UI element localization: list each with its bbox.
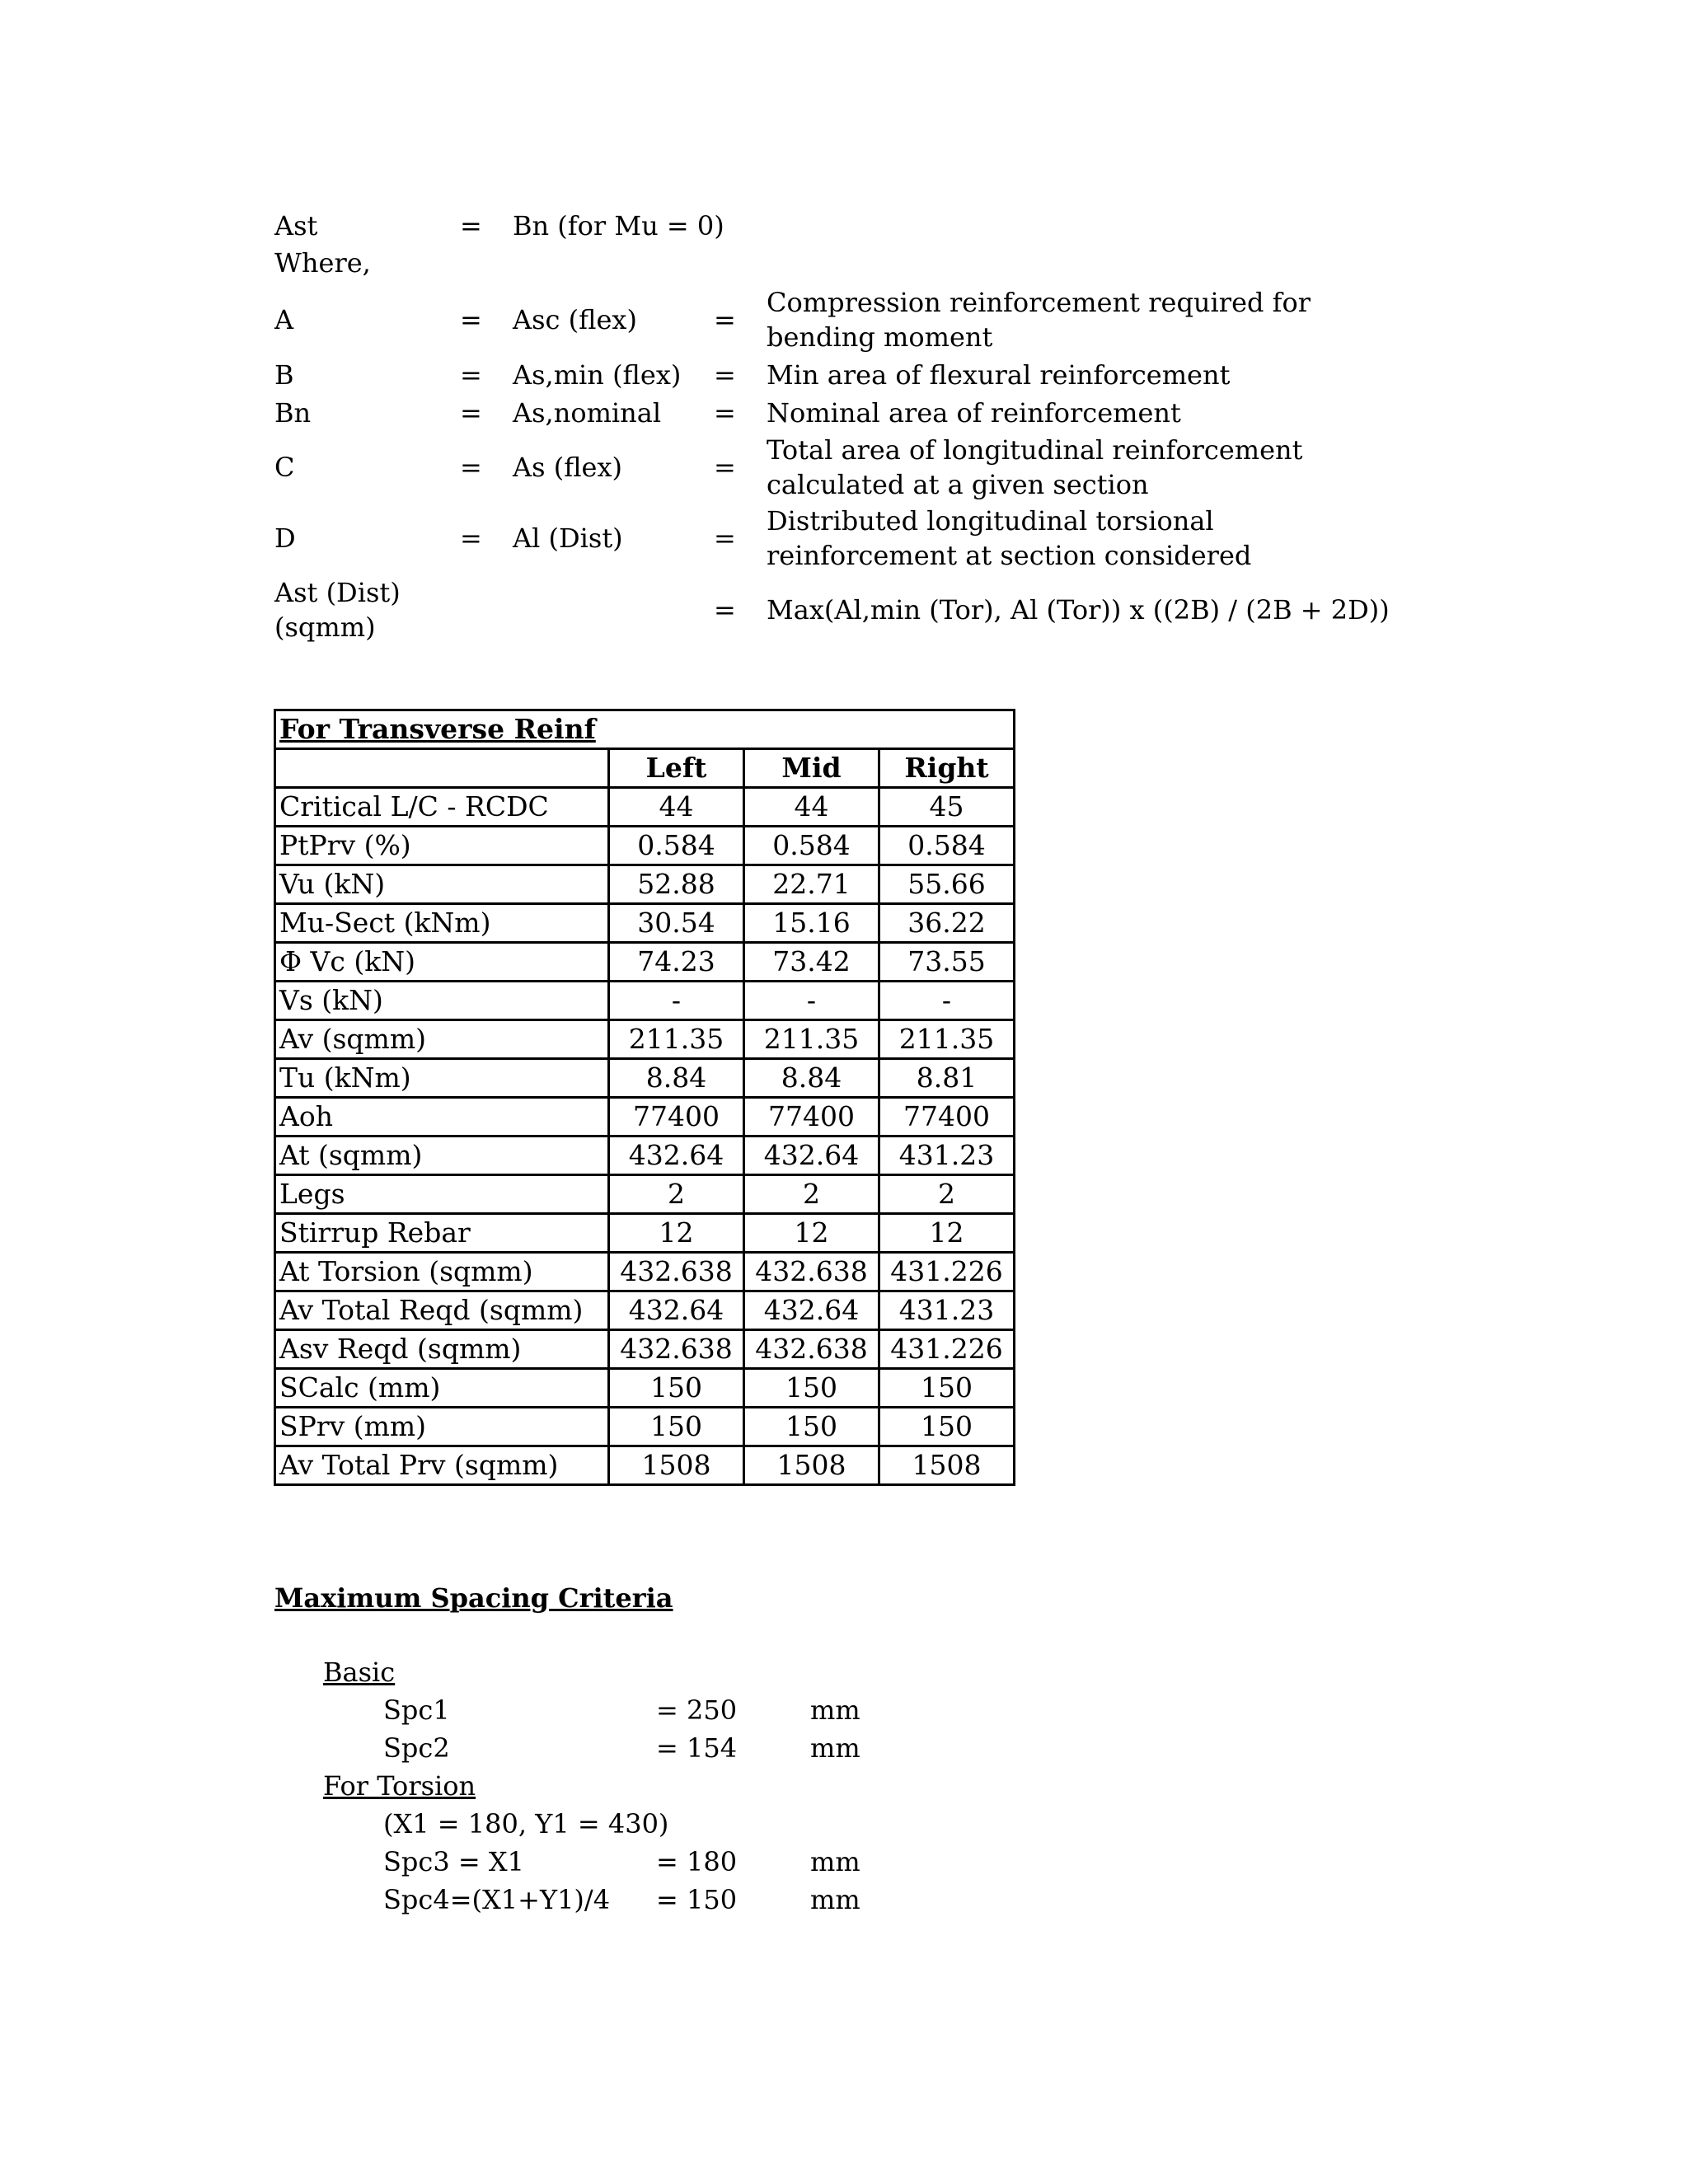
row-label: Av Total Reqd (sqmm) bbox=[275, 1291, 609, 1330]
mid-value: 77400 bbox=[744, 1098, 879, 1137]
spacing-item-value: = 180 bbox=[656, 1846, 738, 1877]
ast-dist-symbol: Ast (Dist) bbox=[274, 577, 401, 608]
mid-value: 2 bbox=[744, 1175, 879, 1214]
right-value: 431.226 bbox=[879, 1330, 1015, 1369]
right-value: 431.23 bbox=[879, 1137, 1015, 1175]
right-value: 12 bbox=[879, 1214, 1015, 1253]
left-value: 432.638 bbox=[609, 1330, 744, 1369]
left-value: - bbox=[609, 982, 744, 1020]
ast-dist-unit: (sqmm) bbox=[274, 612, 376, 643]
left-value: 150 bbox=[609, 1408, 744, 1446]
ast-symbol: Ast bbox=[274, 210, 318, 241]
spacing-item-unit: mm bbox=[810, 1732, 860, 1764]
ast-expression: Bn (for Mu = 0) bbox=[513, 210, 724, 241]
transverse-reinf-table bbox=[274, 709, 1015, 1486]
def-symbol-a: A bbox=[274, 304, 294, 335]
table-row bbox=[275, 1098, 1015, 1137]
spacing-torsion-heading: For Torsion bbox=[323, 1770, 476, 1802]
table-row bbox=[275, 1369, 1015, 1408]
def-equals: = bbox=[460, 452, 482, 483]
mid-value: 15.16 bbox=[744, 904, 879, 943]
row-label: Vs (kN) bbox=[275, 982, 609, 1020]
def-symbol-b: B bbox=[274, 359, 294, 391]
spacing-item-unit: mm bbox=[810, 1846, 860, 1877]
table-row bbox=[275, 1175, 1015, 1214]
def-desc-b: Min area of flexural reinforcement bbox=[767, 359, 1231, 391]
column-header-mid: Mid bbox=[744, 749, 879, 788]
spacing-item-value: = 250 bbox=[656, 1694, 738, 1726]
where-label: Where, bbox=[274, 247, 371, 279]
spacing-torsion-note: (X1 = 180, Y1 = 430) bbox=[383, 1808, 669, 1840]
table-row bbox=[275, 1137, 1015, 1175]
mid-value: - bbox=[744, 982, 879, 1020]
right-value: 8.81 bbox=[879, 1059, 1015, 1098]
table-row bbox=[275, 1253, 1015, 1291]
table-row bbox=[275, 1291, 1015, 1330]
mid-value: 432.64 bbox=[744, 1291, 879, 1330]
right-value: 36.22 bbox=[879, 904, 1015, 943]
def-expr-c: As (flex) bbox=[513, 452, 622, 483]
mid-value: 432.638 bbox=[744, 1253, 879, 1291]
spacing-basic-heading: Basic bbox=[323, 1657, 396, 1688]
row-label: Av Total Prv (sqmm) bbox=[275, 1446, 609, 1485]
spacing-item-label: Spc2 bbox=[383, 1732, 450, 1764]
right-value: 55.66 bbox=[879, 865, 1015, 904]
right-value: 431.226 bbox=[879, 1253, 1015, 1291]
row-label: Vu (kN) bbox=[275, 865, 609, 904]
mid-value: 211.35 bbox=[744, 1020, 879, 1059]
def-equals: = bbox=[460, 359, 482, 391]
left-value: 432.638 bbox=[609, 1253, 744, 1291]
left-value: 2 bbox=[609, 1175, 744, 1214]
table-row bbox=[275, 904, 1015, 943]
table-header-row bbox=[275, 749, 1015, 788]
row-label: At (sqmm) bbox=[275, 1137, 609, 1175]
spacing-item-unit: mm bbox=[810, 1884, 860, 1915]
table-row bbox=[275, 1446, 1015, 1485]
left-value: 432.64 bbox=[609, 1137, 744, 1175]
row-label: Critical L/C - RCDC bbox=[275, 788, 609, 827]
right-value: 150 bbox=[879, 1408, 1015, 1446]
def-expr-a: Asc (flex) bbox=[513, 304, 637, 335]
left-value: 8.84 bbox=[609, 1059, 744, 1098]
right-value: - bbox=[879, 982, 1015, 1020]
mid-value: 432.64 bbox=[744, 1137, 879, 1175]
row-label: Stirrup Rebar bbox=[275, 1214, 609, 1253]
left-value: 77400 bbox=[609, 1098, 744, 1137]
row-label: SCalc (mm) bbox=[275, 1369, 609, 1408]
def-expr-d: Al (Dist) bbox=[513, 523, 623, 554]
table-row bbox=[275, 982, 1015, 1020]
row-label: Av (sqmm) bbox=[275, 1020, 609, 1059]
def-symbol-c: C bbox=[274, 452, 295, 483]
mid-value: 8.84 bbox=[744, 1059, 879, 1098]
def-equals: = bbox=[714, 523, 736, 554]
spacing-section-title: Maximum Spacing Criteria bbox=[274, 1582, 673, 1614]
row-label: At Torsion (sqmm) bbox=[275, 1253, 609, 1291]
row-label: Asv Reqd (sqmm) bbox=[275, 1330, 609, 1369]
spacing-item-label: Spc1 bbox=[383, 1694, 450, 1726]
spacing-item-label: Spc4=(X1+Y1)/4 bbox=[383, 1884, 611, 1915]
left-value: 0.584 bbox=[609, 827, 744, 865]
def-desc-c: Total area of longitudinal reinforcement calculated at a given section bbox=[767, 434, 1303, 500]
row-label: Tu (kNm) bbox=[275, 1059, 609, 1098]
left-value: 44 bbox=[609, 788, 744, 827]
spacing-item-unit: mm bbox=[810, 1694, 860, 1726]
mid-value: 432.638 bbox=[744, 1330, 879, 1369]
right-value: 1508 bbox=[879, 1446, 1015, 1485]
right-value: 431.23 bbox=[879, 1291, 1015, 1330]
header-blank-cell bbox=[275, 749, 609, 788]
def-equals: = bbox=[714, 397, 736, 429]
def-equals: = bbox=[460, 523, 482, 554]
spacing-item-label: Spc3 = X1 bbox=[383, 1846, 524, 1877]
right-value: 2 bbox=[879, 1175, 1015, 1214]
right-value: 0.584 bbox=[879, 827, 1015, 865]
mid-value: 150 bbox=[744, 1369, 879, 1408]
def-desc-a: Compression reinforcement required for bending moment bbox=[767, 287, 1311, 353]
def-equals: = bbox=[460, 397, 482, 429]
left-value: 432.64 bbox=[609, 1291, 744, 1330]
row-label: Aoh bbox=[275, 1098, 609, 1137]
left-value: 211.35 bbox=[609, 1020, 744, 1059]
def-equals: = bbox=[714, 452, 736, 483]
mid-value: 44 bbox=[744, 788, 879, 827]
def-desc-d: Distributed longitudinal torsional reinforcement at section considered bbox=[767, 505, 1252, 571]
def-equals: = bbox=[460, 304, 482, 335]
table-row bbox=[275, 1059, 1015, 1098]
spacing-item-value: = 154 bbox=[656, 1732, 738, 1764]
left-value: 74.23 bbox=[609, 943, 744, 982]
row-label: Mu-Sect (kNm) bbox=[275, 904, 609, 943]
right-value: 45 bbox=[879, 788, 1015, 827]
right-value: 77400 bbox=[879, 1098, 1015, 1137]
def-equals: = bbox=[714, 359, 736, 391]
def-expr-bn: As,nominal bbox=[513, 397, 662, 429]
mid-value: 1508 bbox=[744, 1446, 879, 1485]
column-header-left: Left bbox=[609, 749, 744, 788]
spacing-item-value: = 150 bbox=[656, 1884, 738, 1915]
left-value: 30.54 bbox=[609, 904, 744, 943]
left-value: 12 bbox=[609, 1214, 744, 1253]
table-row bbox=[275, 943, 1015, 982]
def-symbol-bn: Bn bbox=[274, 397, 312, 429]
column-header-right: Right bbox=[879, 749, 1015, 788]
row-label: Φ Vc (kN) bbox=[275, 943, 609, 982]
def-equals: = bbox=[714, 594, 736, 626]
table-title-row bbox=[275, 710, 1015, 749]
mid-value: 73.42 bbox=[744, 943, 879, 982]
table-row bbox=[275, 1408, 1015, 1446]
table-title: For Transverse Reinf bbox=[275, 710, 1015, 749]
row-label: Legs bbox=[275, 1175, 609, 1214]
table-row bbox=[275, 865, 1015, 904]
left-value: 1508 bbox=[609, 1446, 744, 1485]
def-equals: = bbox=[714, 304, 736, 335]
table-body bbox=[275, 788, 1015, 1485]
table-row bbox=[275, 1214, 1015, 1253]
right-value: 73.55 bbox=[879, 943, 1015, 982]
left-value: 52.88 bbox=[609, 865, 744, 904]
row-label: PtPrv (%) bbox=[275, 827, 609, 865]
table-row bbox=[275, 1020, 1015, 1059]
mid-value: 150 bbox=[744, 1408, 879, 1446]
table-row bbox=[275, 1330, 1015, 1369]
row-label: SPrv (mm) bbox=[275, 1408, 609, 1446]
left-value: 150 bbox=[609, 1369, 744, 1408]
def-desc-bn: Nominal area of reinforcement bbox=[767, 397, 1181, 429]
mid-value: 22.71 bbox=[744, 865, 879, 904]
right-value: 211.35 bbox=[879, 1020, 1015, 1059]
def-symbol-d: D bbox=[274, 523, 296, 554]
mid-value: 0.584 bbox=[744, 827, 879, 865]
mid-value: 12 bbox=[744, 1214, 879, 1253]
table-row bbox=[275, 788, 1015, 827]
def-expr-b: As,min (flex) bbox=[513, 359, 682, 391]
table-row bbox=[275, 827, 1015, 865]
ast-dist-expression: Max(Al,min (Tor), Al (Tor)) x ((2B) / (2B + 2D)) bbox=[767, 594, 1390, 626]
right-value: 150 bbox=[879, 1369, 1015, 1408]
ast-equals: = bbox=[460, 210, 482, 241]
